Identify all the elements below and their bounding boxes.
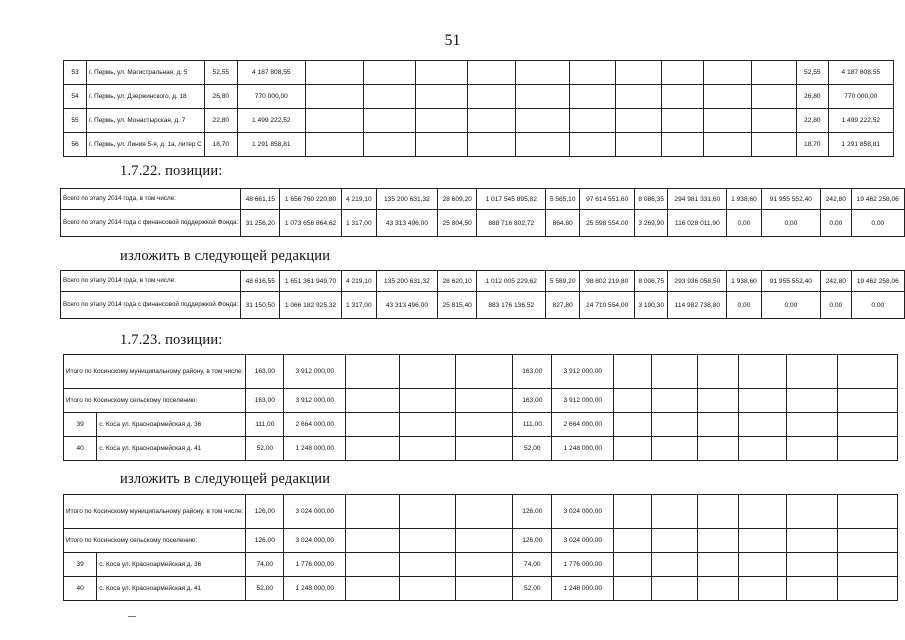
table-row bbox=[64, 437, 898, 461]
area-cell: 52,00 bbox=[246, 577, 284, 601]
area-cell: 52,00 bbox=[513, 577, 552, 601]
value-cell: 31 150,50 bbox=[241, 292, 280, 319]
value-cell: 25 804,50 bbox=[437, 210, 476, 237]
sum-cell: 1 499 222,52 bbox=[237, 109, 305, 133]
row-label: Итого по Косинскому сельскому поселению: bbox=[64, 389, 246, 413]
sum-cell: 1 248 000,00 bbox=[284, 437, 346, 461]
table-row bbox=[61, 271, 905, 292]
value-cell: 3 190,30 bbox=[635, 292, 668, 319]
value-cell: 91 955 552,40 bbox=[761, 189, 821, 210]
table-kosinsky-original bbox=[63, 354, 898, 461]
value-cell: 1 317,00 bbox=[341, 210, 376, 237]
area-cell: 22,80 bbox=[796, 109, 828, 133]
value-cell: 3 269,90 bbox=[635, 210, 668, 237]
area-cell: 22,80 bbox=[204, 109, 237, 133]
table-row-settlement bbox=[64, 389, 898, 413]
value-cell: 0,00 bbox=[821, 292, 851, 319]
value-cell: 25 815,40 bbox=[437, 292, 476, 319]
address-cell: г. Пермь, ул. Линия 5-я, д. 1а, литер С bbox=[87, 133, 205, 157]
value-cell: 48 616,55 bbox=[241, 271, 280, 292]
area-cell: 126,00 bbox=[246, 529, 284, 553]
row-label: Всего по этапу 2014 года с финансовой поддержкой Фонда: bbox=[61, 292, 241, 319]
address-cell: г. Пермь, ул. Монастырская, д. 7 bbox=[87, 109, 205, 133]
value-cell: 883 176 136,52 bbox=[477, 292, 546, 319]
row-number: 55 bbox=[64, 109, 87, 133]
address-cell: г. Пермь, ул. Дзержинского, д. 18 bbox=[87, 85, 205, 109]
value-cell: 116 028 011,90 bbox=[668, 210, 727, 237]
row-number: 56 bbox=[64, 133, 87, 157]
address-cell: г. Пермь, ул. Магистральная, д. 5 bbox=[87, 61, 205, 85]
value-cell: 98 802 219,80 bbox=[580, 271, 635, 292]
value-cell: 135 200 631,32 bbox=[376, 189, 437, 210]
value-cell: 114 982 738,80 bbox=[668, 292, 727, 319]
value-cell: 0,00 bbox=[851, 292, 904, 319]
value-cell: 1 066 182 925,32 bbox=[280, 292, 341, 319]
value-cell: 888 716 802,72 bbox=[477, 210, 546, 237]
value-cell: 31 256,20 bbox=[241, 210, 280, 237]
table-row bbox=[64, 553, 898, 577]
area-cell: 18,70 bbox=[796, 133, 828, 157]
table-row bbox=[61, 292, 905, 319]
area-cell: 163,00 bbox=[513, 355, 552, 389]
value-cell: 0,00 bbox=[761, 210, 821, 237]
table-row bbox=[61, 189, 905, 210]
sum-cell: 3 912 000,00 bbox=[552, 355, 614, 389]
table-row bbox=[64, 61, 894, 85]
value-cell: 1 073 656 864,62 bbox=[280, 210, 341, 237]
value-cell: 1 651 361 949,70 bbox=[280, 271, 341, 292]
area-cell: 74,00 bbox=[246, 553, 284, 577]
page-number: 51 bbox=[444, 32, 461, 49]
value-cell: 1 317,00 bbox=[341, 292, 376, 319]
table-row bbox=[64, 85, 894, 109]
sum-cell: 1 248 000,00 bbox=[284, 577, 346, 601]
value-cell: 43 313 496,00 bbox=[376, 292, 437, 319]
area-cell: 126,00 bbox=[513, 495, 552, 529]
value-cell: 5 565,10 bbox=[546, 189, 580, 210]
section-heading-1-7-22: 1.7.22. позиции: bbox=[120, 163, 223, 179]
value-cell: 0,00 bbox=[821, 210, 851, 237]
sum-cell: 2 664 000,00 bbox=[284, 413, 346, 437]
value-cell: 0,00 bbox=[851, 210, 904, 237]
table-totals-revised bbox=[60, 270, 905, 319]
value-cell: 43 313 496,00 bbox=[376, 210, 437, 237]
value-cell: 1 012 005 229,62 bbox=[477, 271, 546, 292]
row-label: Итого по Косинскому муниципальному району, в том числе: bbox=[64, 355, 246, 389]
area-cell: 74,00 bbox=[513, 553, 552, 577]
section-heading-1-7-23: 1.7.23. позиции: bbox=[120, 332, 223, 348]
table-row-total bbox=[64, 355, 898, 389]
table-row-settlement bbox=[64, 529, 898, 553]
area-cell: 18,70 bbox=[204, 133, 237, 157]
sum-cell: 1 499 222,52 bbox=[828, 109, 893, 133]
value-cell: 8 006,75 bbox=[635, 271, 668, 292]
value-cell: 1 938,60 bbox=[727, 189, 761, 210]
sum-cell: 3 912 000,00 bbox=[552, 389, 614, 413]
table-row bbox=[64, 133, 894, 157]
value-cell: 294 981 331,60 bbox=[668, 189, 727, 210]
row-number: 53 bbox=[64, 61, 87, 85]
table-row bbox=[64, 577, 898, 601]
value-cell: 1 938,60 bbox=[727, 271, 761, 292]
area-cell: 111,00 bbox=[246, 413, 284, 437]
value-cell: 242,80 bbox=[821, 189, 851, 210]
value-cell: 24 710 554,00 bbox=[580, 292, 635, 319]
sum-cell: 3 024 000,00 bbox=[552, 529, 614, 553]
value-cell: 4 219,10 bbox=[341, 189, 376, 210]
value-cell: 1 656 760 220,80 bbox=[280, 189, 341, 210]
value-cell: 19 462 258,06 bbox=[851, 189, 904, 210]
address-cell: с. Коса ул. Красноармейская д. 36 bbox=[97, 413, 246, 437]
value-cell: 864,80 bbox=[546, 210, 580, 237]
edit-instruction-2: изложить в следующей редакции bbox=[120, 471, 331, 487]
value-cell: 28 620,10 bbox=[437, 271, 476, 292]
area-cell: 26,80 bbox=[796, 85, 828, 109]
scan-mark bbox=[128, 616, 136, 617]
area-cell: 126,00 bbox=[246, 495, 284, 529]
address-cell: с. Коса ул. Красноармейская д. 41 bbox=[97, 577, 246, 601]
table-row-total bbox=[64, 495, 898, 529]
sum-cell: 1 776 000,00 bbox=[552, 553, 614, 577]
value-cell: 5 589,20 bbox=[546, 271, 580, 292]
area-cell: 52,55 bbox=[796, 61, 828, 85]
table-positions-53-56 bbox=[63, 60, 894, 157]
row-label: Итого по Косинскому сельскому поселению: bbox=[64, 529, 246, 553]
area-cell: 52,00 bbox=[246, 437, 284, 461]
area-cell: 52,00 bbox=[513, 437, 552, 461]
table-totals-original bbox=[60, 188, 905, 237]
value-cell: 293 936 058,50 bbox=[668, 271, 727, 292]
row-label: Всего по этапу 2014 года, в том числе: bbox=[61, 271, 241, 292]
row-number: 40 bbox=[64, 577, 97, 601]
row-label: Всего по этапу 2014 года с финансовой поддержкой Фонда: bbox=[61, 210, 241, 237]
sum-cell: 2 664 000,00 bbox=[552, 413, 614, 437]
sum-cell: 1 291 858,81 bbox=[237, 133, 305, 157]
area-cell: 163,00 bbox=[246, 389, 284, 413]
sum-cell: 770 000,00 bbox=[828, 85, 893, 109]
area-cell: 111,00 bbox=[513, 413, 552, 437]
area-cell: 163,00 bbox=[246, 355, 284, 389]
value-cell: 1 017 545 895,82 bbox=[477, 189, 546, 210]
value-cell: 135 200 631,32 bbox=[376, 271, 437, 292]
value-cell: 0,00 bbox=[761, 292, 821, 319]
value-cell: 242,80 bbox=[821, 271, 851, 292]
area-cell: 26,80 bbox=[204, 85, 237, 109]
sum-cell: 1 776 000,00 bbox=[284, 553, 346, 577]
row-label: Итого по Косинскому муниципальному району, в том числе: bbox=[64, 495, 246, 529]
value-cell: 0,00 bbox=[727, 210, 761, 237]
value-cell: 97 614 551,60 bbox=[580, 189, 635, 210]
sum-cell: 3 024 000,00 bbox=[552, 495, 614, 529]
row-number: 39 bbox=[64, 413, 97, 437]
sum-cell: 3 024 000,00 bbox=[284, 529, 346, 553]
sum-cell: 3 912 000,00 bbox=[284, 389, 346, 413]
address-cell: с. Коса ул. Красноармейская д. 41 bbox=[97, 437, 246, 461]
sum-cell: 1 248 000,00 bbox=[552, 437, 614, 461]
sum-cell: 1 248 000,00 bbox=[552, 577, 614, 601]
area-cell: 126,00 bbox=[513, 529, 552, 553]
address-cell: с. Коса ул. Красноармейская д. 36 bbox=[97, 553, 246, 577]
area-cell: 52,55 bbox=[204, 61, 237, 85]
row-number: 39 bbox=[64, 553, 97, 577]
sum-cell: 3 024 000,00 bbox=[284, 495, 346, 529]
value-cell: 8 086,35 bbox=[635, 189, 668, 210]
sum-cell: 4 187 808,55 bbox=[828, 61, 893, 85]
sum-cell: 770 000,00 bbox=[237, 85, 305, 109]
value-cell: 91 955 552,40 bbox=[761, 271, 821, 292]
sum-cell: 1 291 858,81 bbox=[828, 133, 893, 157]
value-cell: 827,80 bbox=[546, 292, 580, 319]
row-number: 54 bbox=[64, 85, 87, 109]
edit-instruction-1: изложить в следующей редакции bbox=[120, 248, 331, 264]
value-cell: 25 598 554,00 bbox=[580, 210, 635, 237]
value-cell: 0,00 bbox=[727, 292, 761, 319]
table-row bbox=[64, 413, 898, 437]
row-number: 40 bbox=[64, 437, 97, 461]
value-cell: 48 661,15 bbox=[241, 189, 280, 210]
value-cell: 4 219,10 bbox=[341, 271, 376, 292]
value-cell: 19 462 258,06 bbox=[851, 271, 904, 292]
row-label: Всего по этапу 2014 года, в том числе: bbox=[61, 189, 241, 210]
table-kosinsky-revised bbox=[63, 494, 898, 601]
table-row bbox=[64, 109, 894, 133]
table-row bbox=[61, 210, 905, 237]
area-cell: 163,00 bbox=[513, 389, 552, 413]
sum-cell: 4 187 808,55 bbox=[237, 61, 305, 85]
value-cell: 28 609,20 bbox=[437, 189, 476, 210]
sum-cell: 3 912 000,00 bbox=[284, 355, 346, 389]
